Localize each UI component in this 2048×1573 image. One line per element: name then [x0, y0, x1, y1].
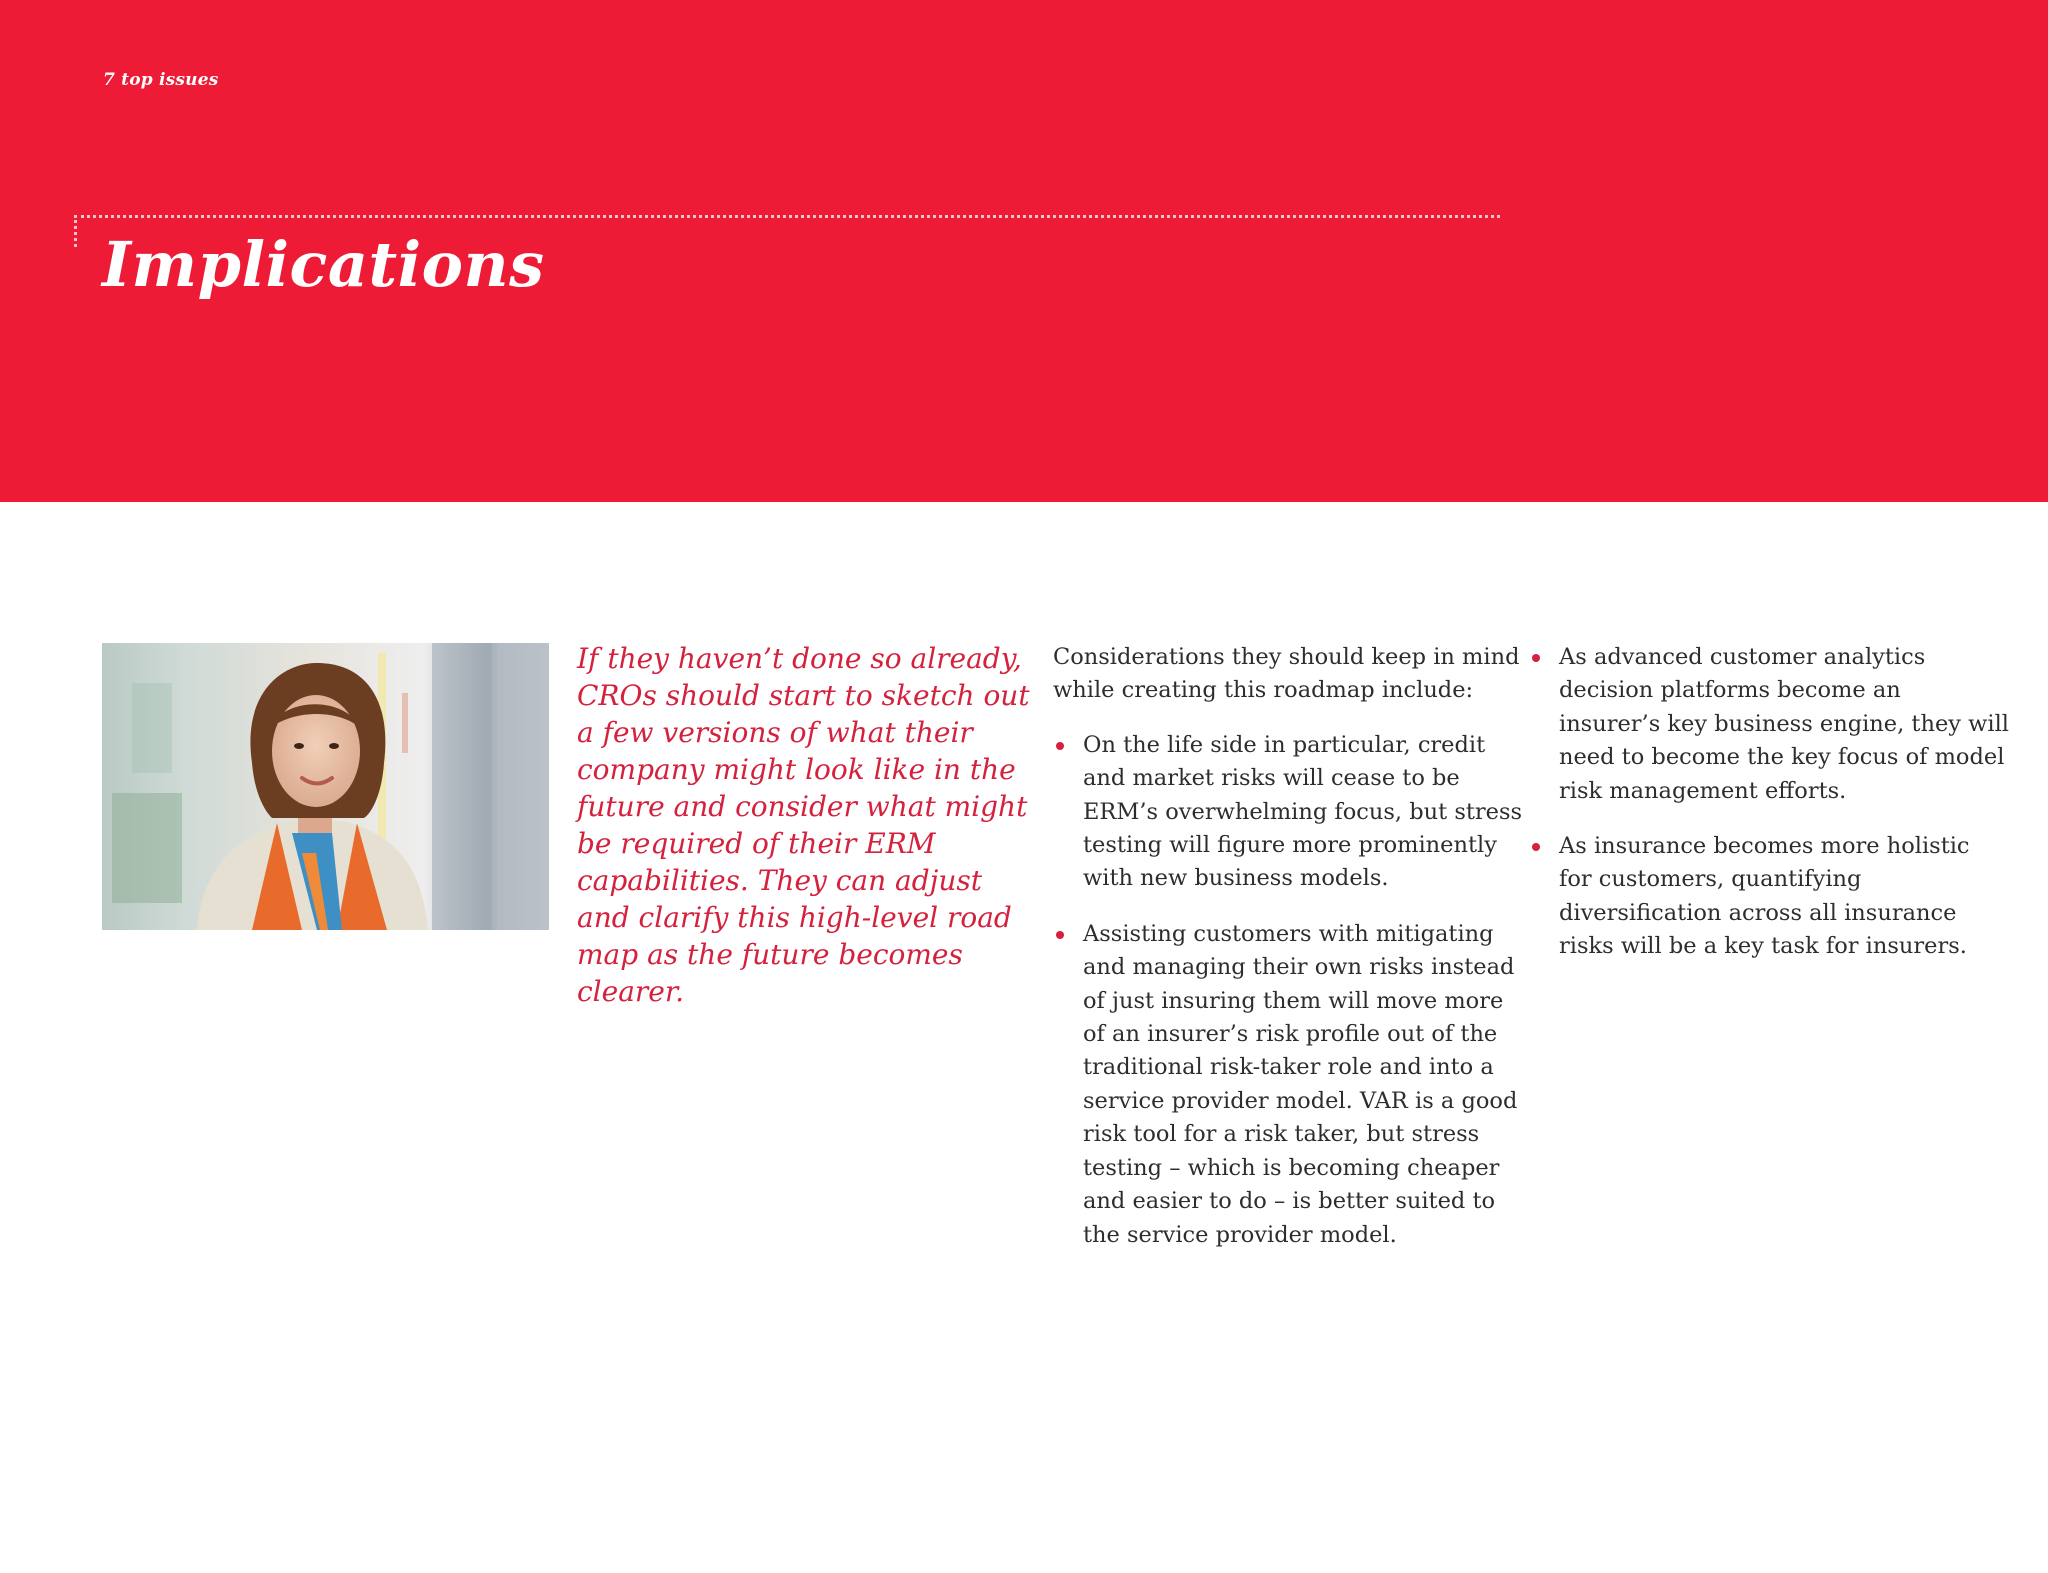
section-label: 7 top issues	[103, 70, 219, 90]
list-item	[1529, 641, 2009, 808]
bullet-icon	[1532, 654, 1540, 662]
list-item	[1053, 729, 1523, 896]
header-banner	[0, 0, 2048, 502]
list-item	[1053, 918, 1523, 1252]
pull-quote: If they haven’t done so already, CROs should start to sketch out a few versions of what their company might look like in the future and consider what might be required of their ERM capabilities. They can adjust and clarify this high-level road map as the future becomes clearer.	[577, 642, 1030, 1008]
list-item-text: Assisting customers with mitigating and managing their own risks instead of just insuring them will move more of an insurer’s risk profile out of the traditional risk-taker role and into a service provider model. VAR is a good risk tool for a risk taker, but stress testing – which is becoming cheaper and easier to do – is better suited to the service provider model.	[1083, 920, 1518, 1248]
bullet-icon	[1056, 931, 1064, 939]
considerations-intro: Considerations they should keep in mind while creating this roadmap include:	[1053, 644, 1520, 704]
considerations-list	[1053, 729, 1523, 1252]
page-title: Implications	[102, 228, 545, 301]
list-item-text: As advanced customer analytics decision platforms become an insurer’s key business engine, they will need to become the key focus of model risk management efforts.	[1559, 644, 2009, 804]
bullet-icon	[1056, 742, 1064, 750]
list-item-text: As insurance becomes more holistic for customers, quantifying diversification across all insurance risks will be a key task for insurers.	[1559, 833, 1970, 960]
considerations-list-continued	[1529, 641, 2009, 964]
portrait-photo	[102, 643, 549, 930]
body-column-3	[1529, 641, 2009, 986]
list-item-text: On the life side in particular, credit and market risks will cease to be ERM’s overwhelming focus, but stress testing will figure more prominently with new business models.	[1083, 731, 1523, 892]
dotted-rule-horizontal	[74, 215, 1500, 218]
body-column-2	[1053, 641, 1523, 1274]
list-item	[1529, 830, 2009, 964]
bullet-icon	[1532, 843, 1540, 851]
dotted-rule-vertical	[74, 215, 77, 247]
